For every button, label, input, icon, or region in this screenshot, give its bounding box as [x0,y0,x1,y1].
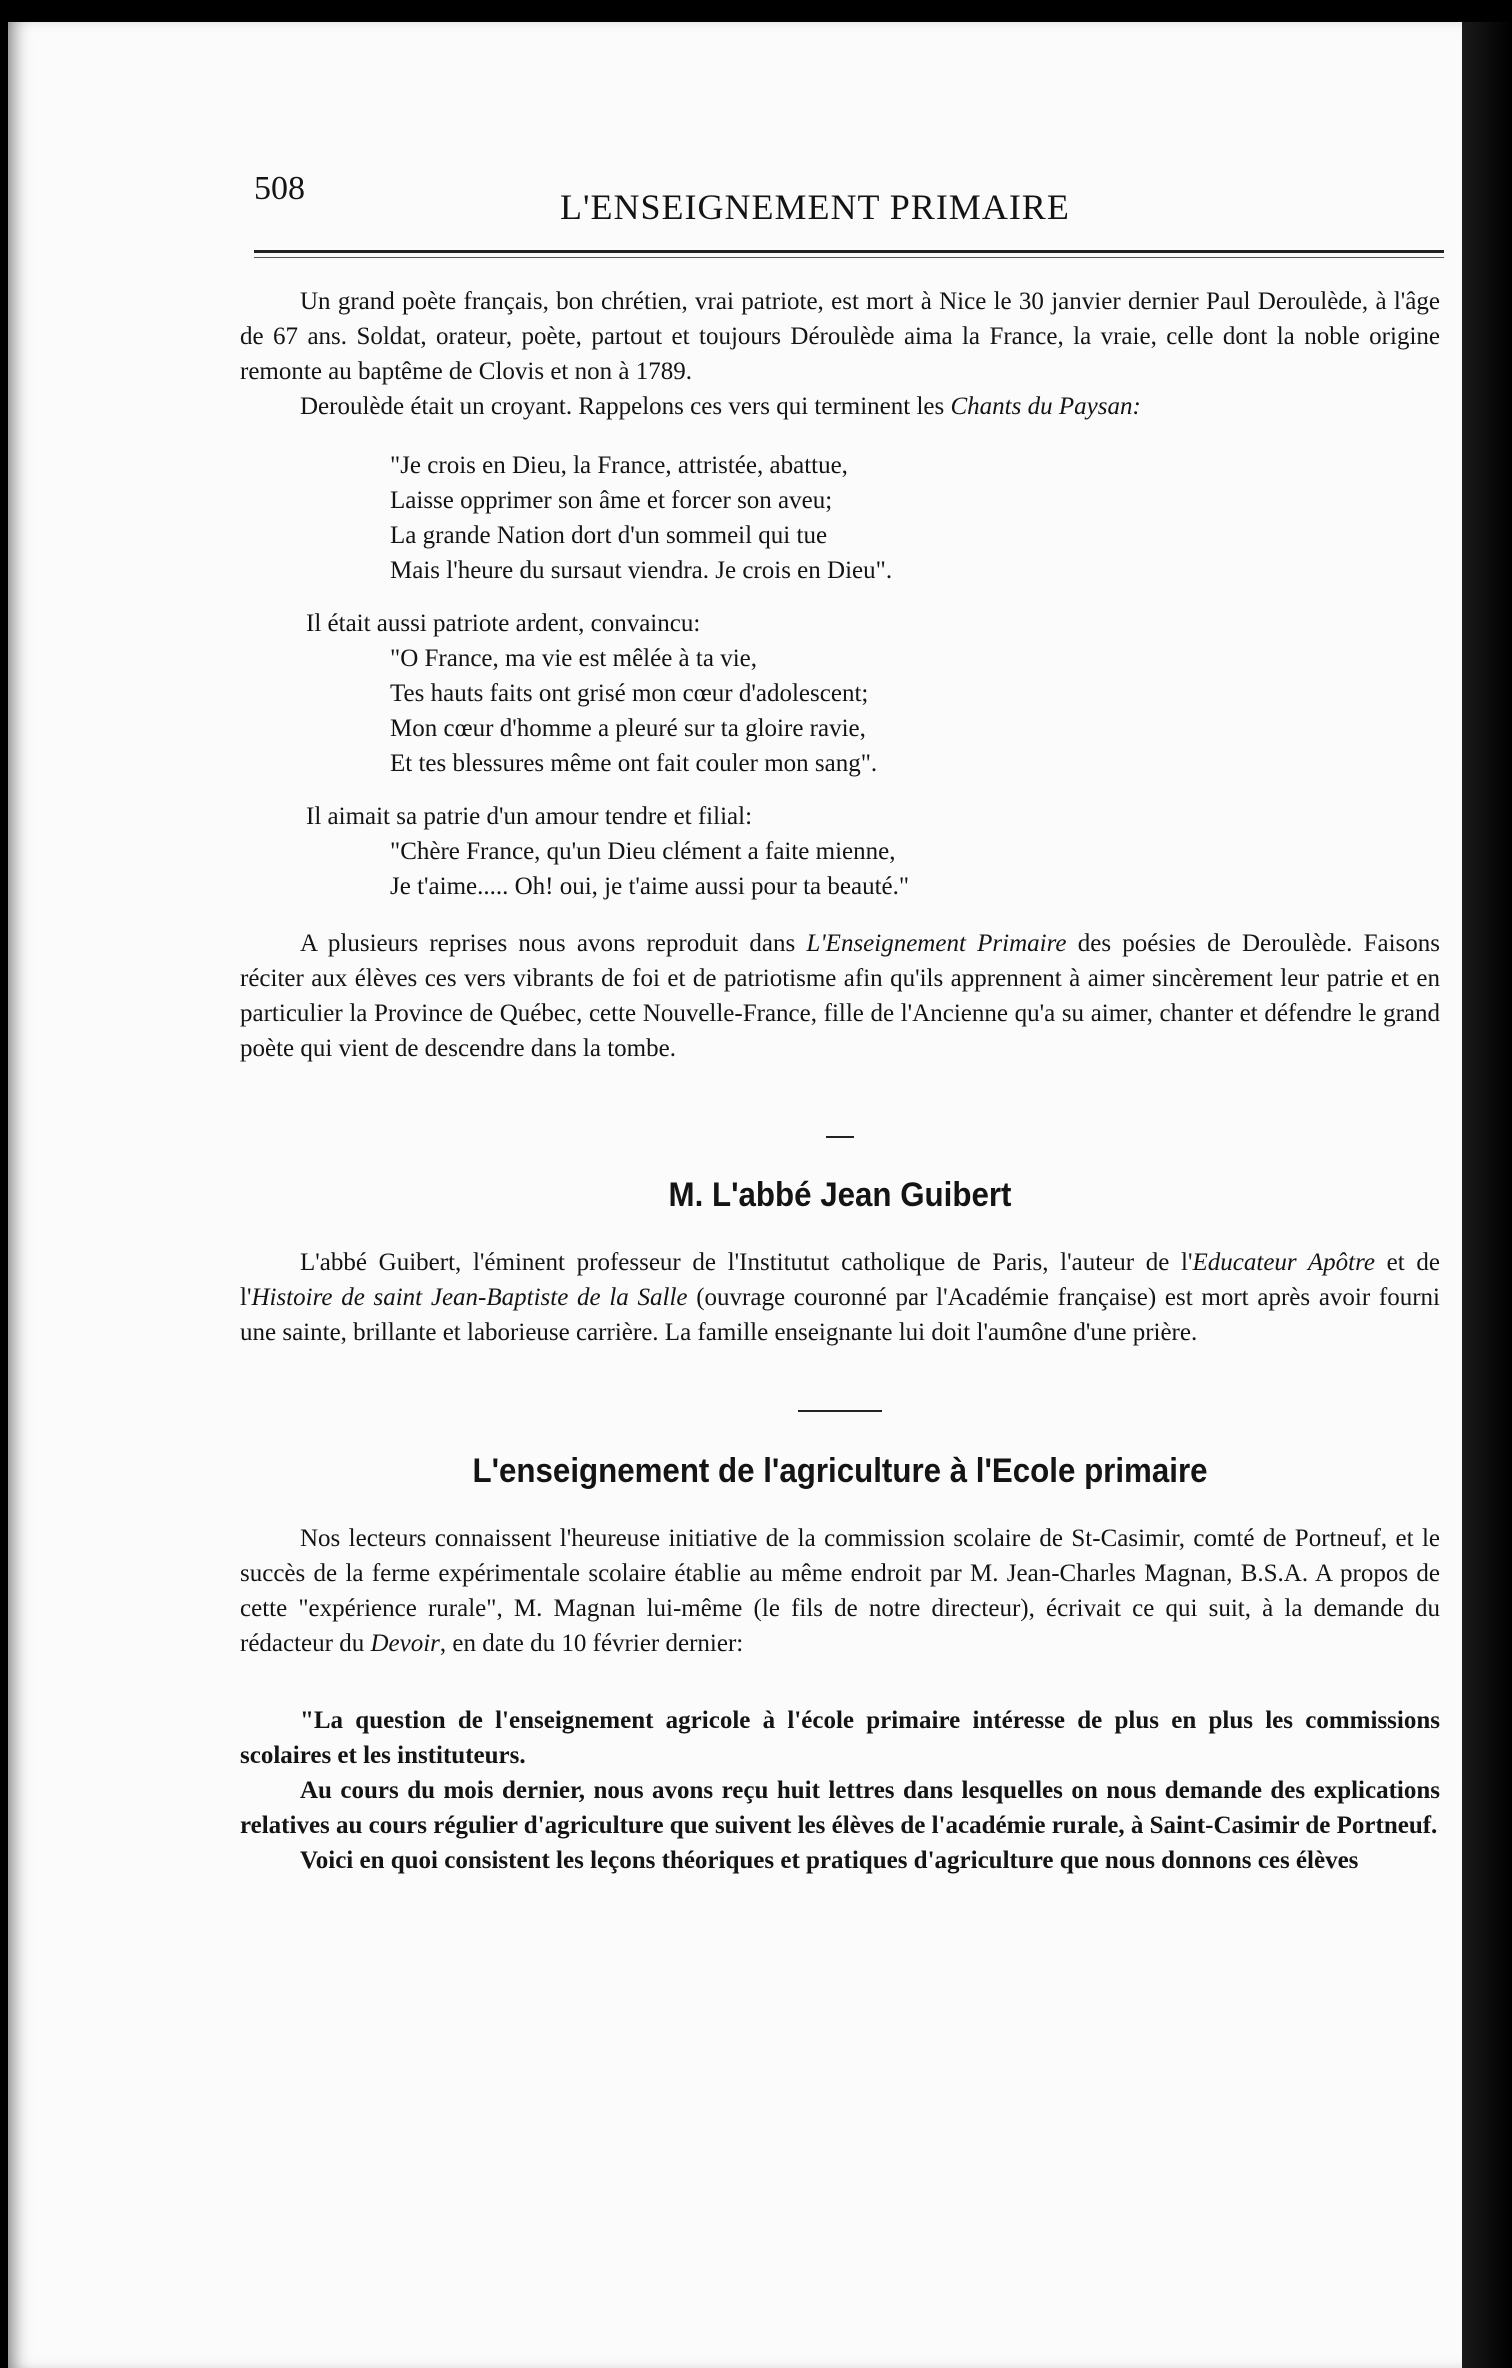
paragraph: Un grand poète français, bon chrétien, vrai patriote, est mort à Nice le 30 janvier dernier Paul Deroulède, à l'âge de 67 ans. Soldat, orateur, poète, partout et toujours Déroulède aima la France, la vraie, celle dont la noble origine remonte au baptême de Clovis et non à 1789. [240,288,1440,385]
running-head [240,150,1440,230]
book-title: Educateur Apôtre [1192,1249,1375,1276]
verse-block [390,834,1440,904]
paragraph: Voici en quoi consistent les leçons théoriques et pratiques d'agriculture que nous donnons ces élèves [300,1847,1359,1874]
paragraph: Au cours du mois dernier, nous avons reçu huit lettres dans lesquelles on nous demande des explications relatives au cours régulier d'agriculture que suivent les élèves de l'académie rurale, à Saint-Casimir de Portneuf. [240,1777,1440,1839]
verse-line: Mais l'heure du sursaut viendra. Je crois en Dieu". [390,557,893,584]
verse-line: Laisse opprimer son âme et forcer son aveu; [390,487,833,514]
verse-line: Tes hauts faits ont grisé mon cœur d'adolescent; [390,680,869,707]
verse-line: "O France, ma vie est mêlée à ta vie, [390,645,757,672]
running-title: L'ENSEIGNEMENT PRIMAIRE [560,187,1070,227]
verse-block [390,448,1440,588]
newspaper-title: Devoir [370,1630,440,1657]
section-heading: M. L'abbé Jean Guibert [668,1176,1012,1214]
verse-line: "Chère France, qu'un Dieu clément a faite mienne, [390,838,896,865]
section-heading: L'enseignement de l'agriculture à l'Ecole primaire [472,1452,1208,1490]
paragraph: Il aimait sa patrie d'un amour tendre et filial: [306,803,753,830]
guibert-section [240,1176,1440,1350]
verse-line: "Je crois en Dieu, la France, attristée, abattue, [390,452,848,479]
paragraph: Deroulède était un croyant. Rappelons ces vers qui terminent les Chants du Paysan: [300,393,1141,420]
paragraph: Il était aussi patriote ardent, convaincu: [306,610,701,637]
section-divider [826,1136,854,1138]
verse-line: Mon cœur d'homme a pleuré sur ta gloire ravie, [390,715,866,742]
verse-line: La grande Nation dort d'un sommeil qui tue [390,522,828,549]
paragraph: Nos lecteurs connaissent l'heureuse initiative de la commission scolaire de St-Casimir, comté de Portneuf, et le succès de la ferme expérimentale scolaire établie au même endroit par M. Jean-Charles Magnan, B.S.A. A propos de cette "expérience rurale", M. Magnan lui-même (le fils de notre directeur), écrivait ce qui suit, à la demande du rédacteur du Devoir, en date du 10 février dernier: [240,1525,1440,1657]
agriculture-section [240,1452,1440,1878]
quoted-letter [240,1703,1440,1878]
page-number: 508 [254,170,305,207]
book-spine-shadow [1462,22,1512,2368]
paragraph: "La question de l'enseignement agricole à l'école primaire intéresse de plus en plus les commissions scolaires et les instituteurs. [240,1707,1440,1769]
book-title: Histoire de saint Jean-Baptiste de la Salle [251,1284,688,1311]
deroulede-section [240,284,1440,1066]
verse-line: Et tes blessures même ont fait couler mon sang". [390,750,878,777]
header-rule [254,250,1444,258]
journal-title: L'Enseignement Primaire [806,930,1067,957]
page-content [240,150,1440,1878]
verse-block [390,641,1440,781]
verse-line: Je t'aime..... Oh! oui, je t'aime aussi pour ta beauté." [390,873,910,900]
paragraph: L'abbé Guibert, l'éminent professeur de l'Institutut catholique de Paris, l'auteur de l'Educateur Apôtre et de l'Histoire de saint Jean-Baptiste de la Salle (ouvrage couronné par l'Académie française) est mort après avoir fourni une sainte, brillante et laborieuse carrière. La famille enseignante lui doit l'aumône d'une prière. [240,1249,1441,1346]
book-title: Chants du Paysan: [950,393,1141,420]
section-divider [798,1410,882,1412]
paragraph: A plusieurs reprises nous avons reproduit dans L'Enseignement Primaire des poésies de Deroulède. Faisons réciter aux élèves ces vers vibrants de foi et de patriotisme afin qu'ils apprennent à aimer sincèrement leur patrie et en particulier la Province de Québec, cette Nouvelle-France, fille de l'Ancienne qu'a su aimer, chanter et défendre le grand poète qui vient de descendre dans la tombe. [240,930,1440,1062]
